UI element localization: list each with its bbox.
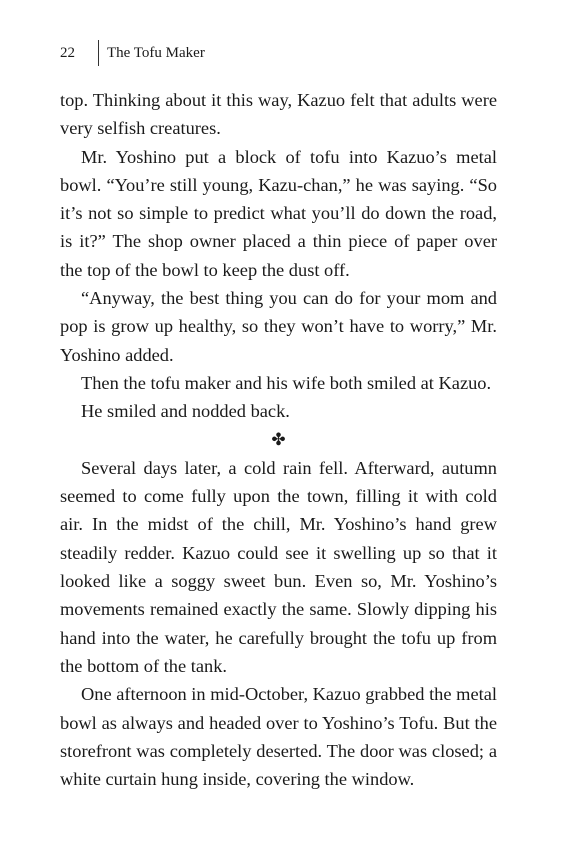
paragraph: “Anyway, the best thing you can do for your mom and pop is grow up healthy, so they won’t have to worry,” Mr. Yoshino added. [60, 288, 497, 365]
paragraph-continued: top. Thinking about it this way, Kazuo felt that adults were very selfish creatures. [60, 90, 497, 139]
paragraph: Mr. Yoshino put a block of tofu into Kazuo’s metal bowl. “You’re still young, Kazu-chan,” he was saying. “So it’s not so simple to predict what you’ll do down the road, is it?” The shop owner placed a thin piece of paper over the top of the bowl to keep the dust off. [60, 146, 497, 280]
section-break-ornament-icon: ✤ [271, 429, 286, 449]
paragraph: Then the tofu maker and his wife both smiled at Kazuo. [81, 372, 492, 393]
page-body [60, 86, 497, 793]
paragraph: Several days later, a cold rain fell. Afterward, autumn seemed to come fully upon the town, filling it with cold air. In the midst of the chill, Mr. Yoshino’s hand grew steadily redder. Kazuo could see it swelling up so that it looked like a soggy sweet bun. Even so, Mr. Yoshino’s movements remained exactly the same. Slowly dipping his hand into the water, he carefully brought the tofu up from the bottom of the tank. [60, 457, 497, 676]
running-title: The Tofu Maker [107, 44, 205, 61]
paragraph: He smiled and nodded back. [81, 401, 290, 422]
paragraph: One afternoon in mid-October, Kazuo grabbed the metal bowl as always and headed over to Yoshino’s Tofu. But the storefront was completely deserted. The door was closed; a white curtain hung inside, covering the window. [60, 684, 497, 790]
running-header [60, 40, 205, 66]
header-divider [98, 40, 99, 66]
page-number: 22 [60, 44, 75, 61]
